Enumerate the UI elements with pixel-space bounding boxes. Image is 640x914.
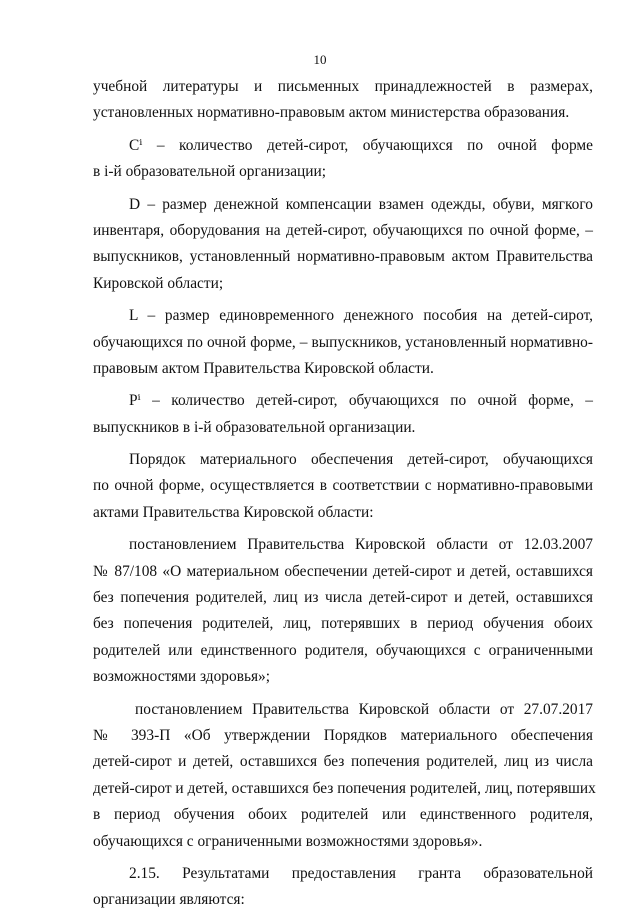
document-body bbox=[93, 74, 596, 914]
text-line: актами Правительства Кировской области: bbox=[93, 503, 374, 521]
paragraph-section-2-15 bbox=[93, 861, 593, 914]
text-line: L – размер единовременного денежного пособия на детей-сирот, bbox=[129, 307, 593, 325]
text-line: в i-й образовательной организации; bbox=[93, 163, 327, 181]
paragraph-definition-d bbox=[93, 192, 593, 298]
text-line: выпускников, установленный нормативно-правовым актом Правительства bbox=[93, 248, 593, 266]
text-line: постановлением Правительства Кировской области от 12.03.2007 bbox=[129, 536, 593, 554]
text-line: родителей или единственного родителя, обучающихся с ограниченными bbox=[93, 641, 593, 659]
text-line: Cⁱ – количество детей-сирот, обучающихся по очной форме bbox=[129, 136, 593, 154]
text-line: Кировской области; bbox=[93, 274, 224, 292]
page-number: 10 bbox=[313, 52, 327, 67]
text-line: Pⁱ – количество детей-сирот, обучающихся по очной форме, – bbox=[129, 392, 593, 410]
paragraph-definition-p bbox=[93, 388, 593, 441]
text-line: без попечения родителей, лиц из числа детей-сирот и детей, оставшихся bbox=[93, 589, 593, 607]
text-line: инвентаря, оборудования на детей-сирот, обучающихся по очной форме, – bbox=[93, 221, 593, 239]
text-line: без попечения родителей, лиц, потерявших в период обучения обоих bbox=[93, 615, 593, 633]
paragraph-resolution-2017 bbox=[93, 697, 596, 855]
text-line: № 393-П «Об утверждении Порядков материального обеспечения bbox=[93, 726, 593, 744]
text-line: 2.15. Результатами предоставления гранта образовательной bbox=[129, 864, 593, 882]
text-line: учебной литературы и письменных принадлежностей в размерах, bbox=[93, 78, 593, 95]
paragraph-procedure bbox=[93, 447, 593, 526]
text-line: Порядок материального обеспечения детей-сирот, обучающихся bbox=[129, 451, 593, 469]
text-line: детей-сирот и детей, оставшихся без попечения родителей, лиц из числа bbox=[93, 753, 593, 771]
text-line: возможностями здоровья»; bbox=[93, 668, 271, 686]
text-line: организации являются: bbox=[93, 891, 245, 909]
text-line: установленных нормативно-правовым актом министерства образования. bbox=[93, 104, 570, 122]
text-line: правовым актом Правительства Кировской области. bbox=[93, 359, 434, 377]
text-line: D – размер денежной компенсации взамен одежды, обуви, мягкого bbox=[129, 195, 593, 213]
text-line: выпускников в i-й образовательной организации. bbox=[93, 418, 416, 436]
text-line: обучающихся по очной форме, – выпускников, установленный нормативно- bbox=[93, 333, 593, 351]
text-line: постановлением Правительства Кировской области от 27.07.2017 bbox=[135, 700, 593, 718]
paragraph-resolution-2007 bbox=[93, 532, 593, 690]
text-line: обучающихся с ограниченными возможностями здоровья». bbox=[93, 832, 483, 850]
paragraph-definition-l bbox=[93, 303, 593, 382]
paragraph-definition-c bbox=[93, 133, 593, 186]
text-line: № 87/108 «О материальном обеспечении детей-сирот и детей, оставшихся bbox=[93, 562, 593, 580]
paragraph-textbook-supplies bbox=[93, 74, 593, 127]
text-line: по очной форме, осуществляется в соответствии с нормативно-правовыми bbox=[93, 477, 593, 495]
text-line: детей-сирот и детей, оставшихся без попечения родителей, лиц, потерявших bbox=[93, 779, 596, 797]
text-line: в период обучения обоих родителей или единственного родителя, bbox=[93, 806, 593, 824]
